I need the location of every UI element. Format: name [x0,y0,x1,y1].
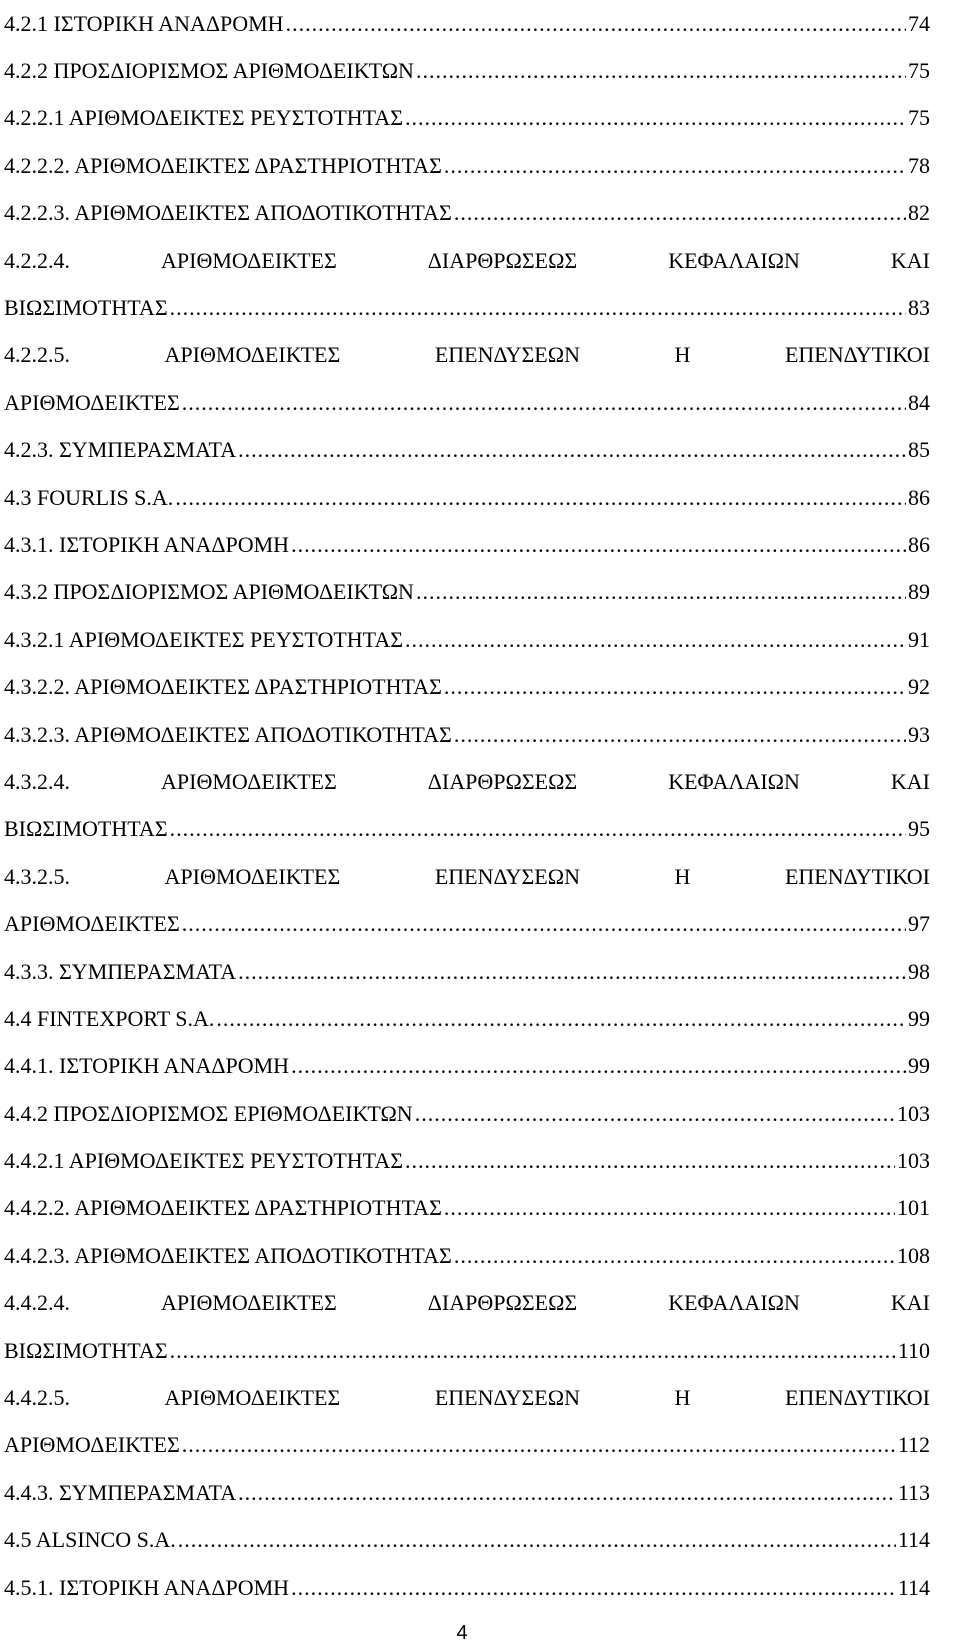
toc-dot-leader [454,724,906,746]
toc-dot-leader [238,439,906,461]
toc-entry[interactable] [4,95,930,142]
toc-entry[interactable] [4,1564,930,1611]
toc-dot-leader [405,629,906,651]
toc-dot-leader [175,487,906,509]
toc-entry-word: ΚΕΦΑΛΑΙΩΝ [668,768,800,794]
toc-entry-page-number: 103 [897,1100,930,1126]
toc-entry-title: 4.3.2.2. ΑΡΙΘΜΟΔΕΙΚΤΕΣ ΔΡΑΣΤΗΡΙΟΤΗΤΑΣ [4,674,442,700]
toc-entry-word: ΕΠΕΝΔΥΣΕΩΝ [434,863,580,889]
toc-entry[interactable] [4,806,930,853]
toc-entry[interactable] [4,948,930,995]
toc-entry-page-number: 95 [908,816,930,842]
toc-entry-page-number: 74 [908,10,930,36]
toc-entry-page-number: 112 [897,1432,930,1458]
toc-entry[interactable] [4,569,930,616]
toc-entry-word: Η [674,342,691,368]
toc-entry-page-number: 91 [908,626,930,652]
toc-entry[interactable] [4,521,930,568]
toc-entry[interactable] [4,474,930,521]
toc-dot-leader [416,60,906,82]
toc-entry-page-number: 99 [908,1053,930,1079]
toc-entry[interactable] [4,711,930,758]
toc-dot-leader [454,202,906,224]
toc-dot-leader [415,1103,895,1125]
toc-entry-page-number: 82 [908,200,930,226]
toc-entry-title: 4.3.2 ΠΡΟΣΔΙΟΡΙΣΜΟΣ ΑΡΙΘΜΟΔΕΙΚΤΩΝ [4,579,414,605]
toc-dot-leader [286,13,906,35]
toc-entry-page-number: 84 [908,389,930,415]
toc-entry-word: ΑΡΙΘΜΟΔΕΙΚΤΕΣ [164,1385,341,1411]
toc-entry-page-number: 98 [908,958,930,984]
toc-entry-word: ΑΡΙΘΜΟΔΕΙΚΤΕΣ [164,863,341,889]
toc-entry-page-number: 101 [897,1195,930,1221]
toc-entry-page-number: 86 [908,484,930,510]
toc-dot-leader [416,581,906,603]
toc-dot-leader [444,1197,895,1219]
toc-entry-word: ΕΠΕΝΔΥΣΕΩΝ [434,342,580,368]
toc-entry-word: ΕΠΕΝΔΥΤΙΚΟΙ [784,342,930,368]
toc-entry-title: 4.3.3. ΣΥΜΠΕΡΑΣΜΑΤΑ [4,958,237,984]
toc-dot-leader [444,676,906,698]
toc-entry-word: ΚΑΙ [890,768,930,794]
toc-dot-leader [238,1482,896,1504]
toc-entry-title: 4.4.2.2. ΑΡΙΘΜΟΔΕΙΚΤΕΣ ΔΡΑΣΤΗΡΙΟΤΗΤΑΣ [4,1195,442,1221]
toc-entry-title: ΑΡΙΘΜΟΔΕΙΚΤΕΣ [4,911,180,937]
toc-entry-word: ΑΡΙΘΜΟΔΕΙΚΤΕΣ [161,1290,337,1316]
toc-entry[interactable] [4,1469,930,1516]
toc-entry-title: 4.4.3. ΣΥΜΠΕΡΑΣΜΑΤΑ [4,1479,237,1505]
toc-dot-leader [170,818,906,840]
toc-entry[interactable] [4,616,930,663]
toc-entry-page-number: 93 [908,721,930,747]
toc-entry-title: ΒΙΩΣΙΜΟΤΗΤΑΣ [4,295,168,321]
toc-dot-leader [170,297,906,319]
table-of-contents [4,0,930,1611]
toc-entry-word: 4.3.2.5. [4,863,70,889]
toc-entry-word: Η [674,863,691,889]
toc-entry-page-number: 114 [897,1527,930,1553]
toc-dot-leader [182,392,906,414]
toc-entry-heading-line[interactable] [4,237,930,284]
toc-entry-title: 4.5 ALSINCO S.A. [4,1527,176,1553]
toc-entry-word: ΑΡΙΘΜΟΔΕΙΚΤΕΣ [161,768,337,794]
toc-entry-word: ΔΙΑΡΘΡΩΣΕΩΣ [427,768,578,794]
toc-dot-leader [291,1577,896,1599]
toc-entry-title: 4.2.3. ΣΥΜΠΕΡΑΣΜΑΤΑ [4,437,237,463]
toc-entry-page-number: 86 [908,531,930,557]
toc-dot-leader [182,913,906,935]
toc-entry-title: 4.4.2.1 ΑΡΙΘΜΟΔΕΙΚΤΕΣ ΡΕΥΣΤΟΤΗΤΑΣ [4,1148,404,1174]
toc-entry[interactable] [4,379,930,426]
toc-entry-page-number: 110 [897,1337,930,1363]
toc-entry-heading-line[interactable] [4,1280,930,1327]
toc-entry-title: ΑΡΙΘΜΟΔΕΙΚΤΕΣ [4,389,180,415]
toc-entry-word: 4.4.2.5. [4,1385,70,1411]
toc-entry[interactable] [4,427,930,474]
toc-dot-leader [238,961,906,983]
toc-entry-word: ΚΕΦΑΛΑΙΩΝ [668,247,800,273]
toc-entry-word: ΑΡΙΘΜΟΔΕΙΚΤΕΣ [164,342,341,368]
toc-entry-page-number: 114 [897,1574,930,1600]
toc-entry[interactable] [4,1422,930,1469]
toc-dot-leader [170,1340,896,1362]
toc-dot-leader [178,1529,896,1551]
toc-entry[interactable] [4,663,930,710]
toc-entry-title: 4.3.2.3. ΑΡΙΘΜΟΔΕΙΚΤΕΣ ΑΠΟΔΟΤΙΚΟΤΗΤΑΣ [4,721,452,747]
toc-entry-page-number: 103 [897,1148,930,1174]
toc-entry-page-number: 99 [908,1005,930,1031]
toc-entry-heading-line[interactable] [4,332,930,379]
toc-entry-title: 4.3.2.1 ΑΡΙΘΜΟΔΕΙΚΤΕΣ ΡΕΥΣΤΟΤΗΤΑΣ [4,626,404,652]
toc-dot-leader [216,1008,906,1030]
toc-entry-word: 4.3.2.4. [4,768,70,794]
toc-entry-title: 4.2.2 ΠΡΟΣΔΙΟΡΙΣΜΟΣ ΑΡΙΘΜΟΔΕΙΚΤΩΝ [4,58,414,84]
toc-entry-page-number: 89 [908,579,930,605]
toc-entry[interactable] [4,1137,930,1184]
toc-entry[interactable] [4,284,930,331]
toc-entry-page-number: 78 [908,152,930,178]
toc-entry-word: ΕΠΕΝΔΥΤΙΚΟΙ [784,863,930,889]
toc-entry-title: 4.2.2.1 ΑΡΙΘΜΟΔΕΙΚΤΕΣ ΡΕΥΣΤΟΤΗΤΑΣ [4,105,404,131]
toc-entry-title: 4.5.1. ΙΣΤΟΡΙΚΗ ΑΝΑΔΡΟΜΗ [4,1574,290,1600]
page-number: 4 [456,1622,468,1644]
toc-entry-word: ΚΕΦΑΛΑΙΩΝ [668,1290,800,1316]
toc-entry[interactable] [4,190,930,237]
toc-entry-word: ΔΙΑΡΘΡΩΣΕΩΣ [427,1290,578,1316]
toc-entry[interactable] [4,47,930,94]
toc-dot-leader [454,1245,895,1267]
toc-entry[interactable] [4,142,930,189]
toc-entry-page-number: 108 [897,1242,930,1268]
toc-entry-title: 4.4 FINTEXPORT S.A. [4,1005,215,1031]
toc-entry-title: ΒΙΩΣΙΜΟΤΗΤΑΣ [4,1337,168,1363]
toc-entry[interactable] [4,1232,930,1279]
toc-entry-title: ΑΡΙΘΜΟΔΕΙΚΤΕΣ [4,1432,180,1458]
toc-dot-leader [182,1434,896,1456]
toc-entry-word: ΕΠΕΝΔΥΣΕΩΝ [434,1385,580,1411]
toc-entry-title: 4.4.2.3. ΑΡΙΘΜΟΔΕΙΚΤΕΣ ΑΠΟΔΟΤΙΚΟΤΗΤΑΣ [4,1242,452,1268]
toc-entry-word: Η [674,1385,691,1411]
toc-entry-title: 4.4.2 ΠΡΟΣΔΙΟΡΙΣΜΟΣ ΕΡΙΘΜΟΔΕΙΚΤΩΝ [4,1100,413,1126]
toc-entry-word: 4.4.2.4. [4,1290,70,1316]
toc-entry-page-number: 75 [908,105,930,131]
toc-dot-leader [291,534,906,556]
toc-entry-title: 4.2.2.3. ΑΡΙΘΜΟΔΕΙΚΤΕΣ ΑΠΟΔΟΤΙΚΟΤΗΤΑΣ [4,200,452,226]
toc-entry-heading-line[interactable] [4,758,930,805]
toc-entry-heading-line[interactable] [4,1374,930,1421]
toc-entry[interactable] [4,1043,930,1090]
toc-entry-page-number: 85 [908,437,930,463]
toc-entry[interactable] [4,1327,930,1374]
toc-entry-word: 4.2.2.5. [4,342,70,368]
toc-entry-page-number: 75 [908,58,930,84]
toc-entry-page-number: 97 [908,911,930,937]
toc-entry-word: ΕΠΕΝΔΥΤΙΚΟΙ [784,1385,930,1411]
toc-entry-title: 4.2.1 ΙΣΤΟΡΙΚΗ ΑΝΑΔΡΟΜΗ [4,10,284,36]
toc-entry-word: 4.2.2.4. [4,247,70,273]
toc-entry-title: 4.3.1. ΙΣΤΟΡΙΚΗ ΑΝΑΔΡΟΜΗ [4,531,290,557]
toc-entry[interactable] [4,1185,930,1232]
toc-entry-title: 4.3 FOURLIS S.A. [4,484,174,510]
toc-dot-leader [405,107,906,129]
toc-dot-leader [444,155,906,177]
toc-entry[interactable] [4,1090,930,1137]
toc-entry-page-number: 83 [908,295,930,321]
toc-entry-title: 4.4.1. ΙΣΤΟΡΙΚΗ ΑΝΑΔΡΟΜΗ [4,1053,290,1079]
toc-dot-leader [291,1055,906,1077]
toc-entry-page-number: 113 [897,1479,930,1505]
toc-entry-page-number: 92 [908,674,930,700]
toc-entry-word: ΔΙΑΡΘΡΩΣΕΩΣ [427,247,578,273]
toc-entry-title: ΒΙΩΣΙΜΟΤΗΤΑΣ [4,816,168,842]
toc-entry-word: ΑΡΙΘΜΟΔΕΙΚΤΕΣ [161,247,337,273]
toc-entry[interactable] [4,1517,930,1564]
toc-entry-word: ΚΑΙ [890,247,930,273]
toc-entry[interactable] [4,0,930,47]
toc-dot-leader [405,1150,895,1172]
toc-entry-heading-line[interactable] [4,853,930,900]
toc-entry[interactable] [4,995,930,1042]
toc-entry[interactable] [4,900,930,947]
toc-entry-title: 4.2.2.2. ΑΡΙΘΜΟΔΕΙΚΤΕΣ ΔΡΑΣΤΗΡΙΟΤΗΤΑΣ [4,152,442,178]
toc-entry-word: ΚΑΙ [890,1290,930,1316]
